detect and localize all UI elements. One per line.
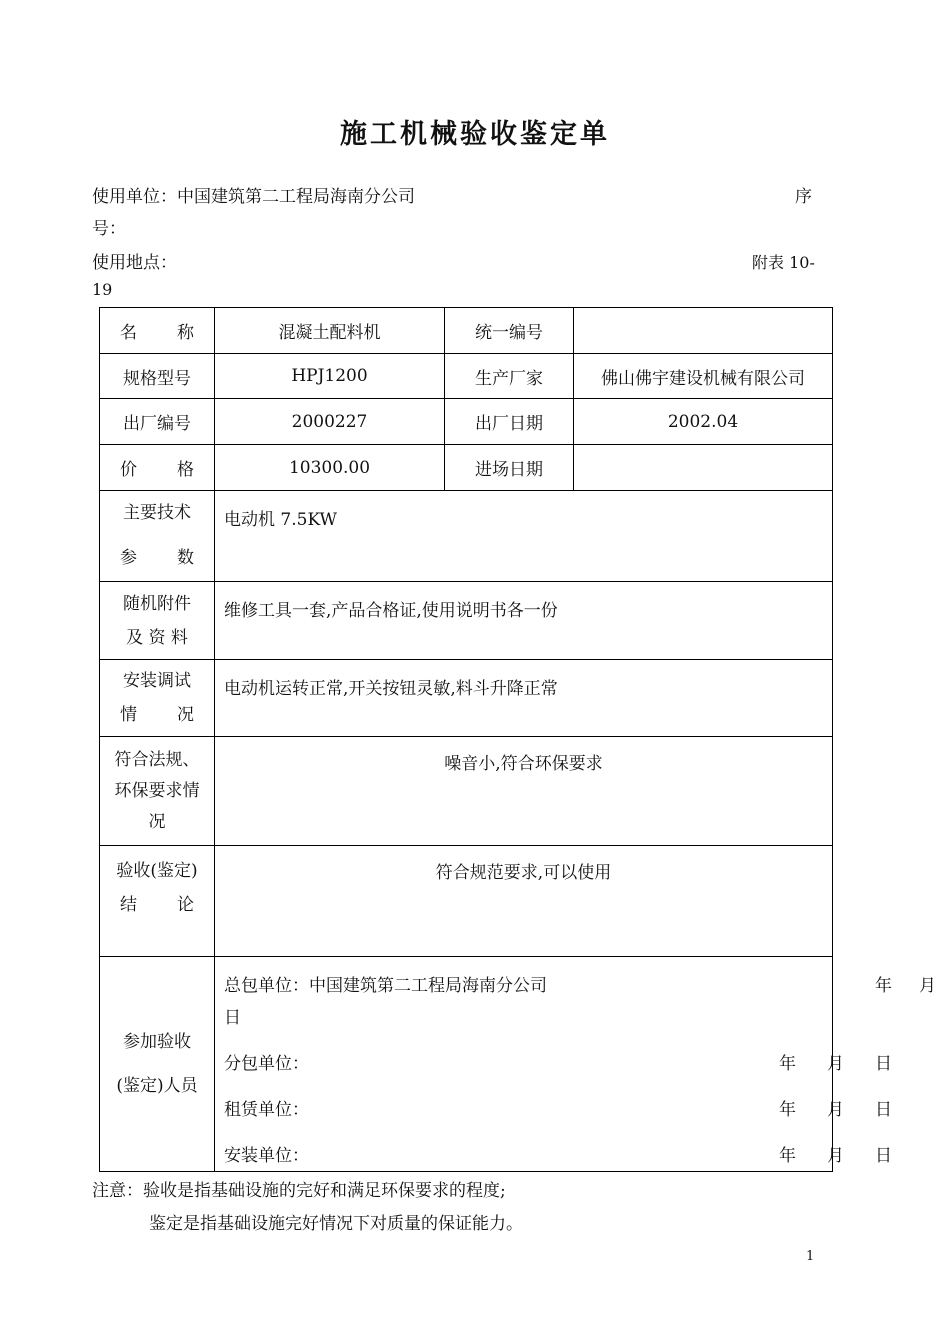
- name-label-cell: [100, 308, 215, 354]
- table-row: [100, 354, 833, 399]
- lease-day: 日: [875, 1100, 892, 1120]
- page-number: 1: [806, 1249, 815, 1264]
- table-row: [100, 582, 833, 660]
- table-row: [100, 660, 833, 737]
- attach-table-a: 附表 10-: [752, 253, 815, 272]
- tech-label-cell: [100, 491, 215, 582]
- tech-label-2a: 参: [120, 548, 137, 568]
- install-label-1: 安装调试: [123, 671, 191, 691]
- factory-date-label: 出厂日期: [445, 399, 574, 445]
- factory-no-value: 2000227: [215, 399, 445, 445]
- entry-date-value: [574, 445, 833, 491]
- entry-date-label: 进场日期: [445, 445, 574, 491]
- attach-label-2: 及 资 料: [126, 627, 188, 648]
- user-unit: 使用单位：中国建筑第二工程局海南分公司: [92, 187, 415, 207]
- people-label-1: 参加验收: [123, 1032, 191, 1052]
- table-row: [100, 491, 833, 582]
- serial-label-b: 号：: [92, 219, 126, 239]
- tech-label-1: 主要技术: [123, 503, 191, 523]
- env-label-1: 符合法规、: [114, 749, 200, 770]
- env-label-3: 况: [148, 811, 166, 832]
- sub-year: 年: [779, 1054, 796, 1074]
- table-row: [100, 399, 833, 445]
- name-value: 混凝土配料机: [215, 308, 445, 354]
- page-title: 施工机械验收鉴定单: [340, 119, 610, 150]
- install-month: 月: [827, 1146, 844, 1166]
- env-value: 噪音小,符合环保要求: [215, 737, 833, 846]
- spec-value: HPJ1200: [215, 354, 445, 399]
- table-row: [100, 846, 833, 957]
- accept-label-2b: 论: [177, 895, 194, 915]
- factory-no-label: 出厂编号: [100, 399, 215, 445]
- people-label-2: (鉴定)人员: [116, 1076, 198, 1096]
- install-value: 电动机运转正常,开关按钮灵敏,料斗升降正常: [215, 660, 833, 737]
- accept-label-1: 验收(鉴定): [116, 861, 198, 881]
- env-label-2: 环保要求情: [114, 780, 200, 801]
- install-day: 日: [875, 1146, 892, 1166]
- attach-table-b: 19: [92, 280, 113, 299]
- accept-label-2a: 结: [120, 895, 137, 915]
- sub-day: 日: [875, 1054, 892, 1074]
- env-label-cell: [100, 737, 215, 846]
- people-label-cell: [100, 957, 215, 1172]
- maker-label: 生产厂家: [445, 354, 574, 399]
- accept-label-cell: [100, 846, 215, 957]
- tech-value: 电动机 7.5KW: [215, 491, 833, 582]
- attach-label-1: 随机附件: [123, 593, 191, 614]
- general-month: 月: [919, 976, 936, 996]
- attach-label-cell: [100, 582, 215, 660]
- install-label-2a: 情: [120, 705, 137, 725]
- serial-label-a: 序: [795, 187, 812, 207]
- general-contractor: 总包单位：中国建筑第二工程局海南分公司: [224, 976, 547, 996]
- factory-date-value: 2002.04: [574, 399, 833, 445]
- acceptance-form-table: [99, 307, 936, 1172]
- table-row: [100, 308, 833, 354]
- table-row: [100, 957, 833, 1172]
- sub-contractor: 分包单位：: [224, 1054, 309, 1074]
- name-label-b: 称: [177, 323, 194, 343]
- signatures-cell: [215, 957, 936, 1172]
- lease-month: 月: [827, 1100, 844, 1120]
- lease-unit: 租赁单位：: [224, 1100, 309, 1120]
- table-row: [100, 445, 833, 491]
- spec-label: 规格型号: [100, 354, 215, 399]
- price-label-b: 格: [177, 460, 194, 480]
- code-value: [574, 308, 833, 354]
- attach-value: 维修工具一套,产品合格证,使用说明书各一份: [215, 582, 833, 660]
- tech-label-2b: 数: [177, 548, 194, 568]
- price-label-cell: [100, 445, 215, 491]
- lease-year: 年: [779, 1100, 796, 1120]
- general-year: 年: [875, 976, 892, 996]
- note-line-1: 注意：验收是指基础设施的完好和满足环保要求的程度;: [92, 1181, 506, 1201]
- install-unit: 安装单位：: [224, 1146, 309, 1166]
- install-year: 年: [779, 1146, 796, 1166]
- code-label: 统一编号: [445, 308, 574, 354]
- install-label-cell: [100, 660, 215, 737]
- accept-value: 符合规范要求,可以使用: [215, 846, 833, 957]
- general-day: 日: [224, 1008, 241, 1028]
- table-row: [100, 737, 833, 846]
- sub-month: 月: [827, 1054, 844, 1074]
- maker-value: 佛山佛宇建设机械有限公司: [574, 354, 833, 399]
- price-value: 10300.00: [215, 445, 445, 491]
- use-location: 使用地点：: [92, 253, 177, 273]
- note-line-2: 鉴定是指基础设施完好情况下对质量的保证能力。: [149, 1214, 523, 1234]
- name-label-a: 名: [120, 323, 137, 343]
- price-label-a: 价: [120, 460, 137, 480]
- install-label-2b: 况: [177, 705, 194, 725]
